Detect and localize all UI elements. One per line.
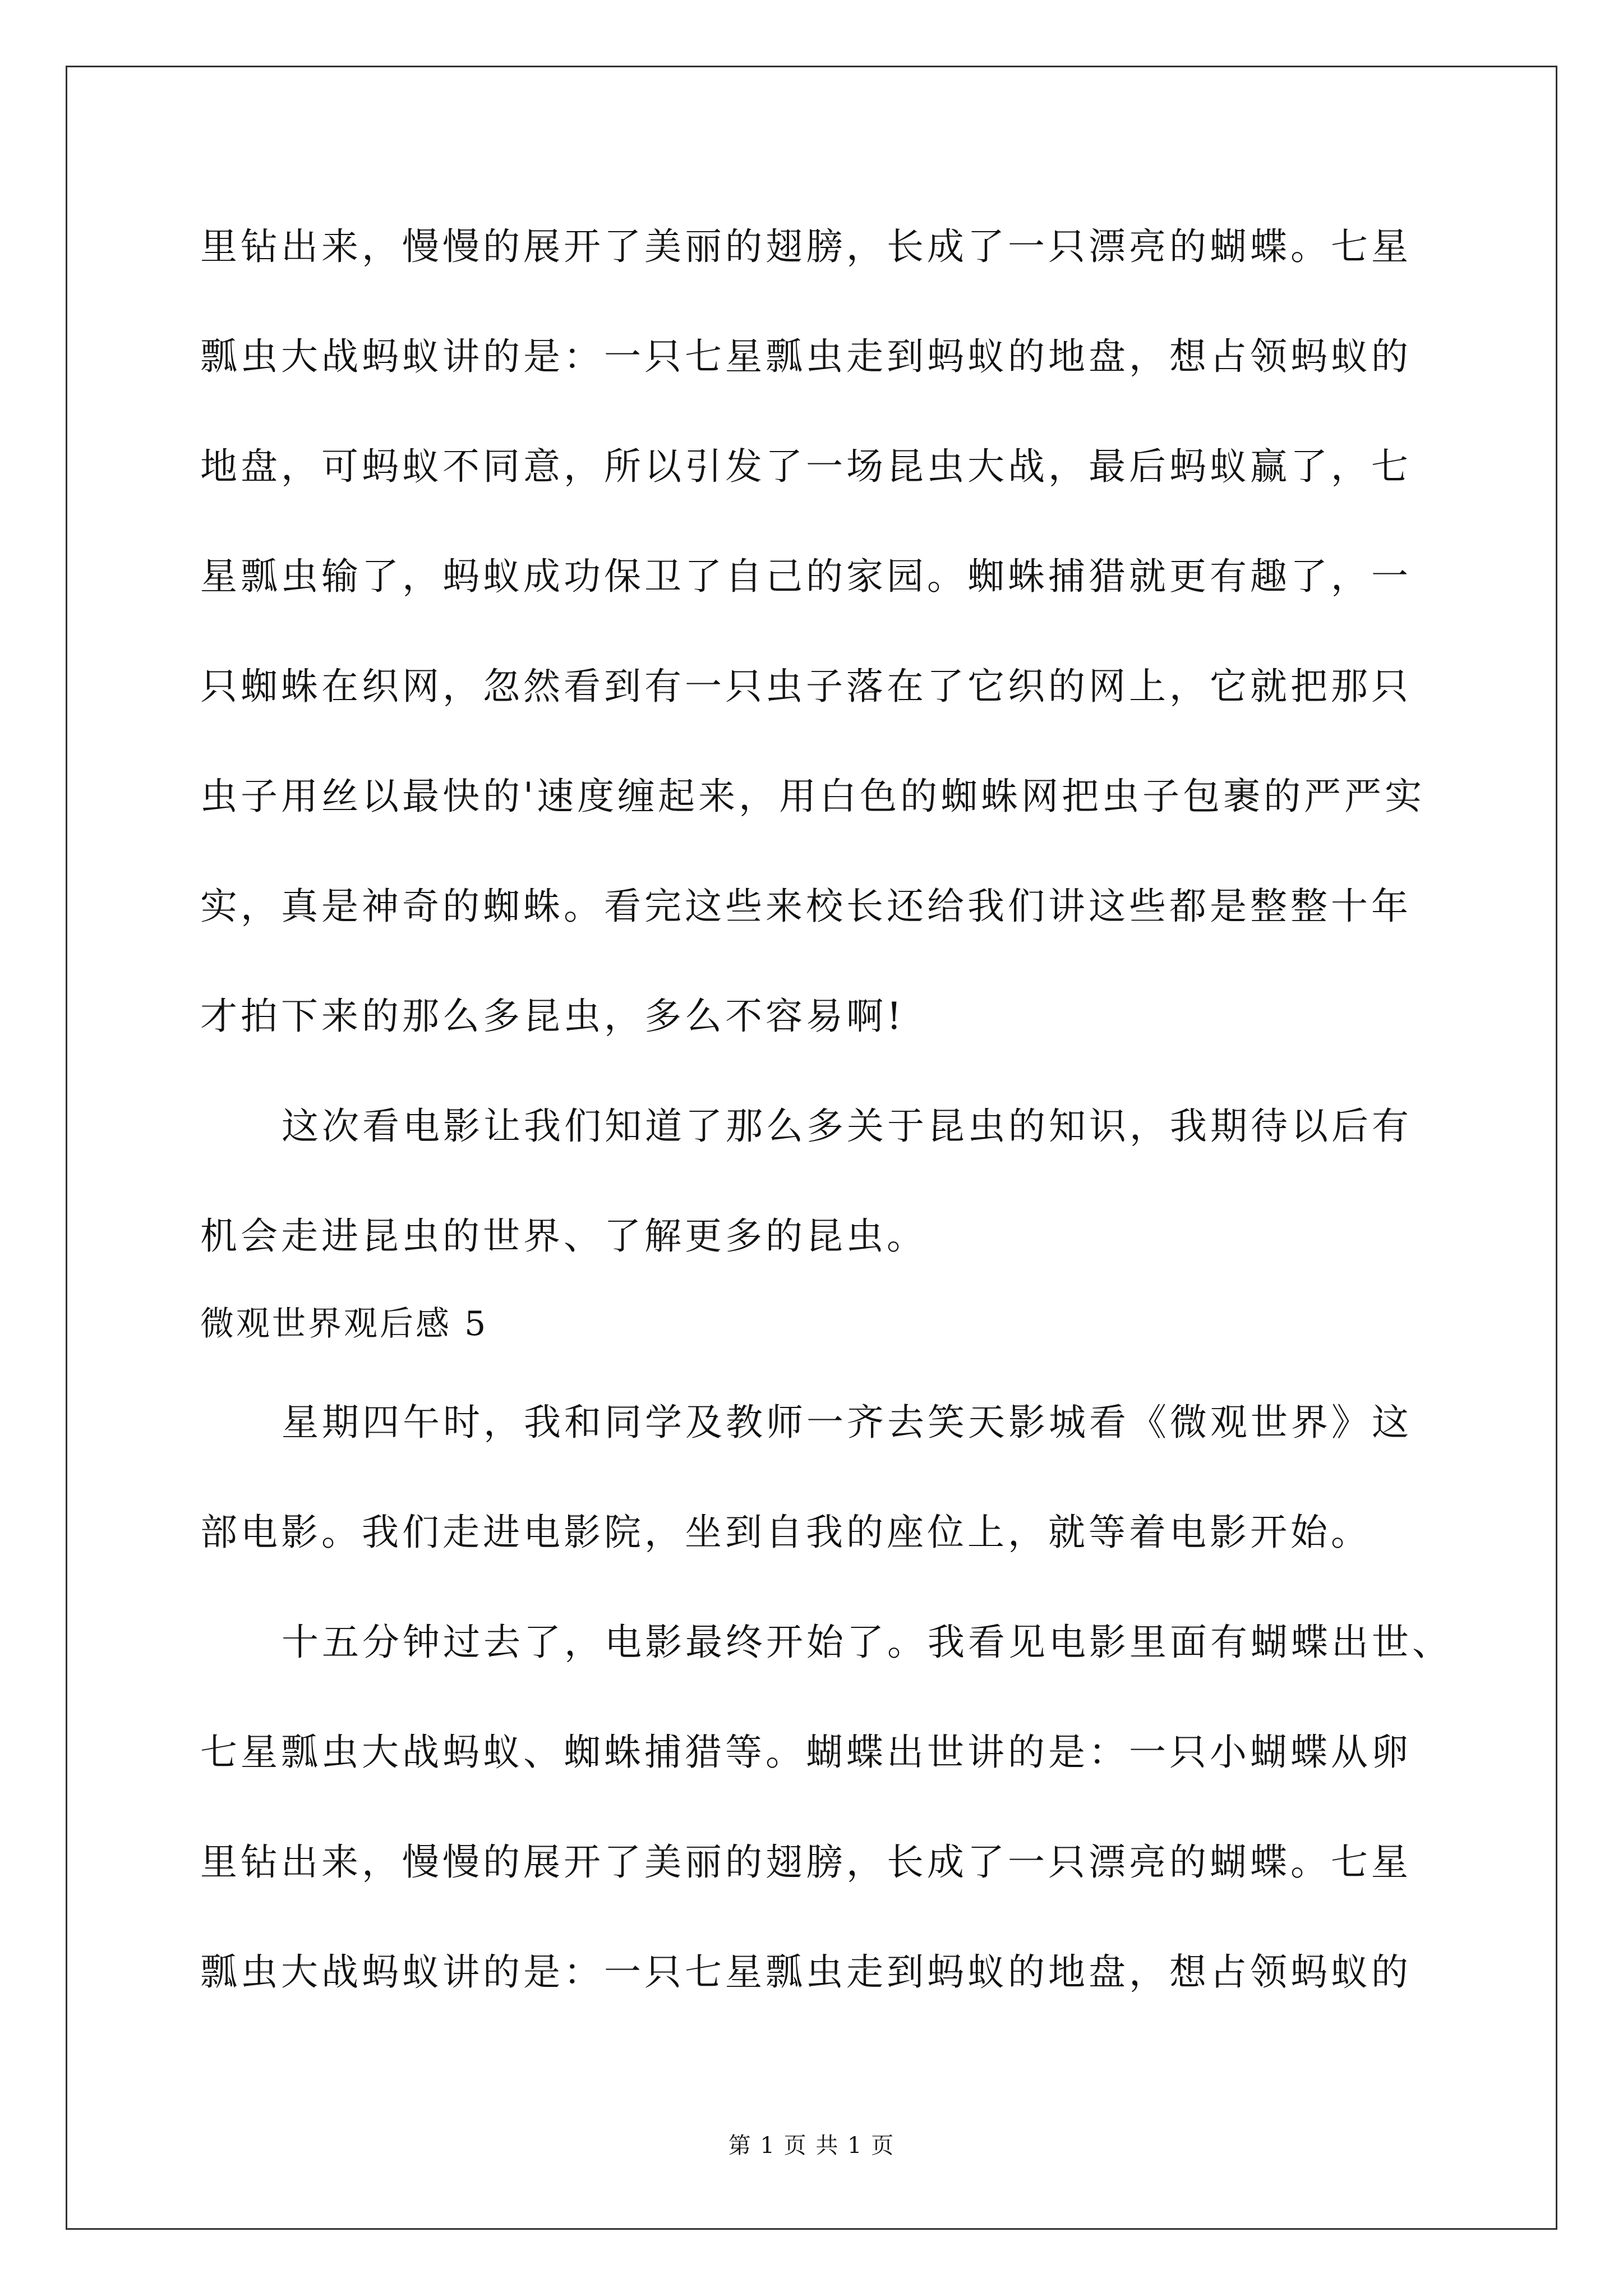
body-line: 瓢虫大战蚂蚁讲的是：一只七星瓢虫走到蚂蚁的地盘，想占领蚂蚁的 xyxy=(200,335,1412,378)
body-line: 虫子用丝以最快的'速度缠起来，用白色的蜘蛛网把虫子包裹的严严实 xyxy=(200,775,1426,818)
paragraph-first-line: 这次看电影让我们知道了那么多关于昆虫的知识，我期待以后有 xyxy=(282,1105,1412,1148)
body-line: 部电影。我们走进电影院，坐到自我的座位上，就等着电影开始。 xyxy=(200,1511,1371,1554)
paragraph-first-line: 十五分钟过去了，电影最终开始了。我看见电影里面有蝴蝶出世、 xyxy=(282,1621,1453,1664)
page-number-footer: 第 1 页 共 1 页 xyxy=(728,2133,895,2159)
body-line: 七星瓢虫大战蚂蚁、蜘蛛捕猎等。蝴蝶出世讲的是：一只小蝴蝶从卵 xyxy=(200,1731,1412,1774)
section-heading: 微观世界观后感 5 xyxy=(200,1304,488,1343)
body-line: 只蜘蛛在织网，忽然看到有一只虫子落在了它织的网上，它就把那只 xyxy=(200,665,1412,708)
body-line: 里钻出来，慢慢的展开了美丽的翅膀，长成了一只漂亮的蝴蝶。七星 xyxy=(200,1841,1412,1884)
body-line: 地盘，可蚂蚁不同意，所以引发了一场昆虫大战，最后蚂蚁赢了，七 xyxy=(200,445,1412,488)
paragraph-first-line: 星期四午时，我和同学及教师一齐去笑天影城看《微观世界》这 xyxy=(282,1401,1412,1444)
body-line: 才拍下来的那么多昆虫，多么不容易啊! xyxy=(200,995,905,1038)
body-line: 机会走进昆虫的世界、了解更多的昆虫。 xyxy=(200,1214,927,1258)
body-line: 星瓢虫输了，蚂蚁成功保卫了自己的家园。蜘蛛捕猎就更有趣了，一 xyxy=(200,555,1412,598)
body-line: 里钻出来，慢慢的展开了美丽的翅膀，长成了一只漂亮的蝴蝶。七星 xyxy=(200,225,1412,268)
body-line: 实，真是神奇的蜘蛛。看完这些来校长还给我们讲这些都是整整十年 xyxy=(200,885,1412,928)
body-line: 瓢虫大战蚂蚁讲的是：一只七星瓢虫走到蚂蚁的地盘，想占领蚂蚁的 xyxy=(200,1950,1412,1994)
